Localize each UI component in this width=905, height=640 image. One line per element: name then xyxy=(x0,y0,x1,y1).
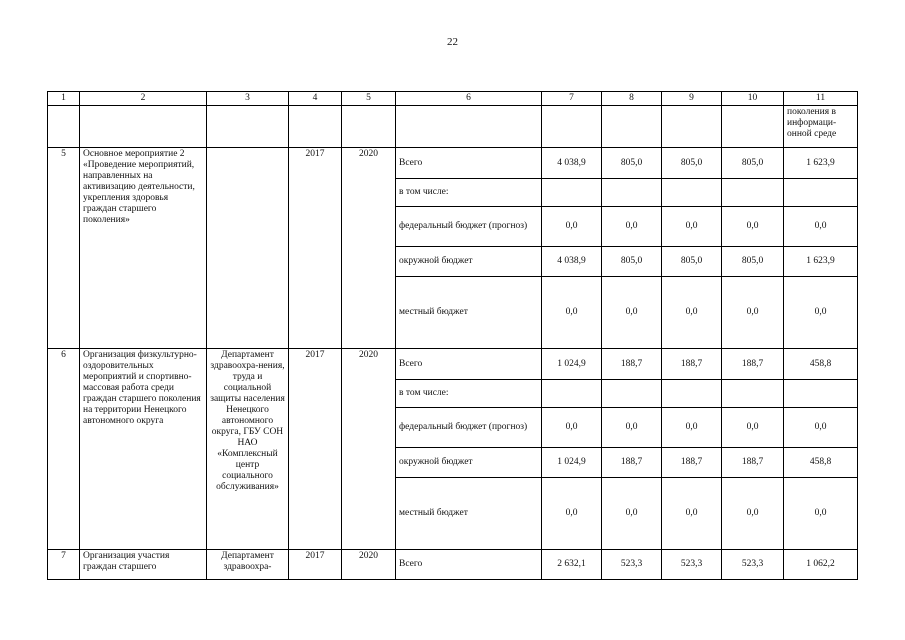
funding-source: Всего xyxy=(396,550,542,580)
amount-cell: 458,8 xyxy=(784,448,858,478)
row-number: 5 xyxy=(48,148,80,349)
amount-cell: 0,0 xyxy=(542,408,602,448)
amount-cell: 0,0 xyxy=(784,277,858,349)
amount-cell: 188,7 xyxy=(662,448,722,478)
table-body xyxy=(48,148,858,580)
amount-cell: 188,7 xyxy=(602,349,662,380)
amount-cell: 0,0 xyxy=(722,478,784,550)
amount-cell: 0,0 xyxy=(662,478,722,550)
end-year: 2020 xyxy=(342,349,396,550)
header-cell: 10 xyxy=(722,92,784,106)
amount-cell: 805,0 xyxy=(662,247,722,277)
amount-cell xyxy=(722,179,784,207)
amount-cell: 0,0 xyxy=(602,207,662,247)
amount-cell: 0,0 xyxy=(662,207,722,247)
amount-cell: 805,0 xyxy=(722,148,784,179)
amount-cell: 188,7 xyxy=(662,349,722,380)
amount-cell xyxy=(602,179,662,207)
amount-cell: 0,0 xyxy=(602,408,662,448)
amount-cell: 1 623,9 xyxy=(784,247,858,277)
funding-source: окружной бюджет xyxy=(396,247,542,277)
amount-cell: 805,0 xyxy=(662,148,722,179)
amount-cell: 458,8 xyxy=(784,349,858,380)
amount-cell: 1 024,9 xyxy=(542,448,602,478)
amount-cell: 1 623,9 xyxy=(784,148,858,179)
amount-cell: 805,0 xyxy=(602,247,662,277)
end-year: 2020 xyxy=(342,148,396,349)
row-number: 6 xyxy=(48,349,80,550)
start-year: 2017 xyxy=(289,148,342,349)
amount-cell xyxy=(542,380,602,408)
amount-cell xyxy=(662,380,722,408)
measure-name: Организация физкультурно-оздоровительных мероприятий и спортивно-массовая работа среди граждан старшего поколения на территории Ненецкого автономного округа xyxy=(80,349,207,550)
amount-cell: 0,0 xyxy=(542,277,602,349)
funding-source: Всего xyxy=(396,349,542,380)
amount-cell: 0,0 xyxy=(662,408,722,448)
start-year: 2017 xyxy=(289,550,342,580)
amount-cell: 0,0 xyxy=(542,478,602,550)
amount-cell: 188,7 xyxy=(722,448,784,478)
amount-cell xyxy=(784,380,858,408)
row-number: 7 xyxy=(48,550,80,580)
header-row xyxy=(48,92,858,106)
amount-cell: 2 632,1 xyxy=(542,550,602,580)
amount-cell: 188,7 xyxy=(602,448,662,478)
amount-cell: 0,0 xyxy=(602,277,662,349)
amount-cell: 0,0 xyxy=(784,408,858,448)
funding-source: Всего xyxy=(396,148,542,179)
funding-source: местный бюджет xyxy=(396,478,542,550)
amount-cell: 0,0 xyxy=(784,478,858,550)
amount-cell: 805,0 xyxy=(722,247,784,277)
amount-cell xyxy=(662,179,722,207)
funding-source: окружной бюджет xyxy=(396,448,542,478)
end-year: 2020 xyxy=(342,550,396,580)
page-number: 22 xyxy=(447,36,458,48)
executor-cell xyxy=(207,148,289,349)
funding-source: местный бюджет xyxy=(396,277,542,349)
amount-cell: 0,0 xyxy=(722,408,784,448)
amount-cell: 523,3 xyxy=(722,550,784,580)
header-cell: 3 xyxy=(207,92,289,106)
amount-cell: 0,0 xyxy=(602,478,662,550)
amount-cell: 0,0 xyxy=(722,207,784,247)
amount-cell xyxy=(722,380,784,408)
measure-name: Организация участия граждан старшего xyxy=(80,550,207,580)
start-year: 2017 xyxy=(289,349,342,550)
header-cell: 6 xyxy=(396,92,542,106)
header-cell: 1 xyxy=(48,92,80,106)
header-cell: 9 xyxy=(662,92,722,106)
header-cell: 5 xyxy=(342,92,396,106)
continuation-row xyxy=(48,106,858,148)
header-cell: 11 xyxy=(784,92,858,106)
amount-cell: 0,0 xyxy=(722,277,784,349)
header-cell: 4 xyxy=(289,92,342,106)
result-cell: поколения в информаци-онной среде xyxy=(784,106,858,148)
amount-cell: 4 038,9 xyxy=(542,247,602,277)
funding-source: федеральный бюджет (прогноз) xyxy=(396,408,542,448)
header-cell: 7 xyxy=(542,92,602,106)
amount-cell: 1 062,2 xyxy=(784,550,858,580)
amount-cell: 1 024,9 xyxy=(542,349,602,380)
amount-cell: 523,3 xyxy=(602,550,662,580)
amount-cell: 805,0 xyxy=(602,148,662,179)
table-row xyxy=(48,349,858,380)
amount-cell: 0,0 xyxy=(542,207,602,247)
table-row xyxy=(48,148,858,179)
amount-cell xyxy=(542,179,602,207)
amount-cell: 4 038,9 xyxy=(542,148,602,179)
amount-cell xyxy=(784,179,858,207)
header-cell: 2 xyxy=(80,92,207,106)
funding-source: в том числе: xyxy=(396,179,542,207)
amount-cell xyxy=(602,380,662,408)
header-cell: 8 xyxy=(602,92,662,106)
measure-name: Основное мероприятие 2 «Проведение мероприятий, направленных на активизацию деятельности, укрепления здоровья граждан старшего поколения» xyxy=(80,148,207,349)
funding-source: федеральный бюджет (прогноз) xyxy=(396,207,542,247)
amount-cell: 188,7 xyxy=(722,349,784,380)
amount-cell: 0,0 xyxy=(784,207,858,247)
amount-cell: 523,3 xyxy=(662,550,722,580)
executor-cell: Департамент здравоохра-нения, труда и социальной защиты населения Ненецкого автономного округа, ГБУ СОН НАО «Комплексный центр социального обслуживания» xyxy=(207,349,289,550)
table-row xyxy=(48,550,858,580)
executor-cell: Департамент здравоохра- xyxy=(207,550,289,580)
budget-table xyxy=(47,91,858,580)
funding-source: в том числе: xyxy=(396,380,542,408)
amount-cell: 0,0 xyxy=(662,277,722,349)
